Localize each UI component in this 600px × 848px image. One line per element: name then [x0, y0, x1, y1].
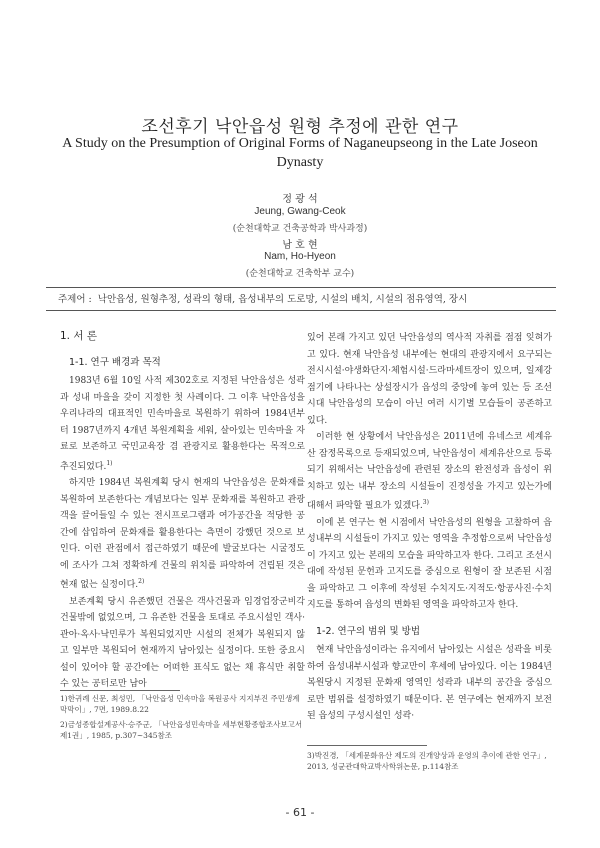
author-2-name-english: Nam, Ho-Hyeon	[264, 251, 336, 262]
author-2-affiliation: (순천대학교 건축학부 교수)	[245, 269, 355, 279]
left-column	[60, 328, 305, 693]
footnote-marker: 1)	[106, 459, 113, 467]
paragraph: 보존계획 당시 유존했던 건물은 객사건물과 임경업장군비각 건물밖에 없었으며, 그 유존한 건물을 토대로 주요시설인 객사·관아·옥사·낙민루가 복원되었지만 시설의 전체가 복원되지 않고 일부만 복원되어 현재까지 남아있는 실정이다. 또한 중요시설이 있어야 할 공간에는 어떠한 표식도 없는 채 휴식만 취할 수 있는 공터로만 남아	[60, 596, 305, 689]
footnotes-left	[60, 693, 305, 745]
footnote: 3)박진경, 「세계문화유산 제도의 진개양상과 운영의 추이에 관한 연구」, 2013, 성균관대학교박사학위논문, p.114참조	[307, 751, 547, 771]
page-number: - 61 -	[285, 806, 315, 819]
footnote-divider	[60, 690, 180, 691]
section-heading-introduction: 1. 서 론	[60, 330, 97, 342]
paper-title-english: A Study on the Presumption of Original Forms of Naganeupseong in the Late Joseon Dynasty	[62, 136, 538, 170]
paragraph: 이러한 현 상황에서 낙안읍성은 2011년에 유네스코 세계유산 잠정목록으로 등재되었으며, 낙안읍성이 세계유산으로 등록되기 위해서는 낙안읍성에 관련된 장소의 완전성과 읍성이 위치하고 있는 내부 장소의 시설들이 진정성을 가지고 있는가에 대해서 파악할 필요가 있겠다.$^{3)}$	[307, 432, 552, 511]
footnote-marker: 2)	[138, 578, 145, 585]
paragraph: 있어 본래 가지고 있던 낙안읍성의 역사적 자취를 점점 잊혀가고 있다. 현재 낙안읍성 내부에는 현대의 관광지에서 요구되는 전시시설·야생화단지·체험시설·드라마세트장이 있으며, 일제강점기에 나타나는 상설장시가 읍성의 중앙에 놓여 있는 등 조선시대 낙안읍성의 모습이 아닌 여러 시기별 모습들이 공존하고 있다.	[307, 333, 552, 426]
author-1-affiliation: (순천대학교 건축공학과 박사과정)	[232, 224, 368, 234]
right-column	[307, 330, 552, 725]
keywords-box	[46, 287, 556, 311]
paper-title-korean: 조선후기 낙안읍성 원형 추정에 관한 연구	[141, 117, 459, 137]
author-2-name-korean: 남 호 현	[282, 240, 318, 251]
paragraph: 현재 낙안읍성이라는 유지에서 남아있는 시설은 성곽을 비롯하여 읍성내부시설과 향교만이 후세에 남아있다. 이는 1984년 복원당시 지정된 문화재 영역인 성곽과 내부의 공간을 중심으로만 범위를 설정하였기 때문이다. 본 연구에는 현재까지 보전된 읍성의 구성시설인 성곽·	[307, 645, 552, 721]
paragraph: 하지만 1984년 복원계획 당시 현재의 낙안읍성은 문화재를 복원하여 보존한다는 개념보다는 일부 문화재를 복원하고 관광객을 끌어들일 수 있는 전시프로그램과 여가공간을 적당한 공간에 삽입하여 문화재를 활용한다는 측면이 강했던 것으로 보인다. 이런 관점에서 접근하였기 때문에 발굴보다는 시굴정도에 조사가 그쳐 정확하게 건물의 위치를 파악하여 건립된 것은 현재 없는 실정이다.$^{2)}$	[60, 478, 305, 590]
keywords-text: 낙안읍성, 원형추정, 성곽의 형태, 읍성내부의 도로망, 시설의 배치, 시설의 점유영역, 장시	[97, 294, 468, 305]
footnote-marker: 3)	[422, 499, 429, 506]
subsection-heading-scope: 1-2. 연구의 범위 및 방법	[316, 625, 421, 637]
subsection-heading-background: 1-1. 연구 배경과 목적	[69, 356, 161, 368]
footnote: 2)금성종합설계공사·승주군, 「낙안읍성민속마을 세부현황종합조사보고서 제1권」, 1985, p.307~345참조	[60, 720, 303, 740]
author-1-name-korean: 정 광 석	[282, 194, 318, 205]
paragraph: 이에 본 연구는 현 시점에서 낙안읍성의 원형을 고찰하여 읍성내부의 시설들이 가지고 있는 영역을 추정함으로써 낙안읍성이 가지고 있는 본래의 모습을 파악하고자 한다. 그리고 조선시대에 작성된 문헌과 고지도를 중심으로 원형이 잘 보존된 시점을 파악하고 그 이후에 작성된 수치지도·지적도·항공사진·수치지도를 통하여 읍성의 변화된 영역을 파악하고자 한다.	[307, 517, 552, 610]
footnotes-right	[307, 750, 552, 776]
keywords-label: 주제어 :	[58, 294, 92, 305]
paragraph: 1983년 6월 10일 사적 제302호로 지정된 낙안읍성은 성곽과 성내 마을을 갖이 지정한 첫 사례이다. 그 이후 낙안읍성을 우리나라의 대표적인 민속마을로 복원하기 위하여 1984년부터 1987년까지 4개년 복원계획을 세워, 살아있는 민속마을 자료로 보존하고 국민교육장 겸 관광지로 활용한다는 목적으로 추진되었다.$^{1)}$	[60, 376, 305, 472]
footnote-divider	[307, 745, 427, 746]
footnote: 1)한귀례 신문, 최성민, 「낙안읍성 민속마을 복원공사 지지부진 주민생계 막막이」, 7면, 1989.8.22	[60, 694, 300, 714]
author-1-name-english: Jeung, Gwang-Ceok	[254, 206, 346, 217]
